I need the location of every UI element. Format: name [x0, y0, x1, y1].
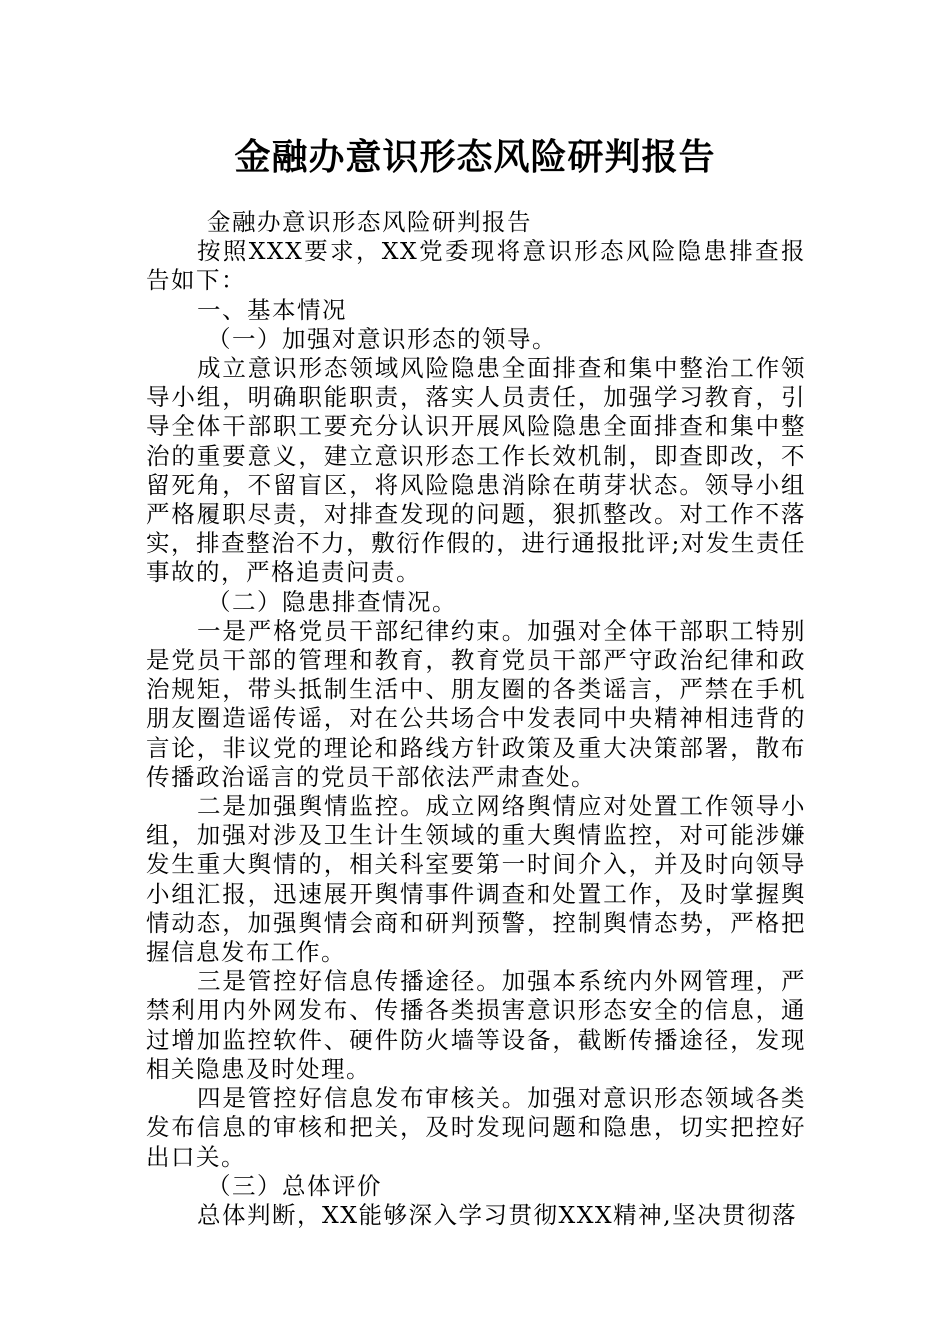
body-paragraph-subtitle: 金融办意识形态风险研判报告	[207, 208, 532, 236]
body-paragraph: 三是管控好信息传播途径。加强本系统内外网管理，严禁利用内外网发布、传播各类损害意识形态安全的信息，通过增加监控软件、硬件防火墙等设备，截断传播途径，发现相关隐患及时处理。	[146, 967, 806, 1083]
body-paragraph: 一是严格党员干部纪律约束。加强对全体干部职工特别是党员干部的管理和教育，教育党员干部严守政治纪律和政治规矩，带头抵制生活中、朋友圈的各类谣言，严禁在手机朋友圈造谣传谣，对在公共场合中发表同中央精神相违背的言论，非议党的理论和路线方针政策及重大决策部署，散布传播政治谣言的党员干部依法严肃查处。	[146, 616, 806, 791]
section-heading: 一、基本情况	[197, 295, 347, 324]
subsection-heading: （一）加强对意识形态的领导。	[207, 324, 557, 353]
body-paragraph: 按照XXX要求，XX党委现将意识形态风险隐患排查报告如下：	[146, 237, 806, 295]
subsection-heading: （二）隐患排查情况。	[207, 587, 457, 616]
body-paragraph: 成立意识形态领域风险隐患全面排查和集中整治工作领导小组，明确职能职责，落实人员责任，加强学习教育，引导全体干部职工要充分认识开展风险隐患全面排查和集中整治的重要意义，建立意识形态工作长效机制，即查即改，不留死角，不留盲区，将风险隐患消除在萌芽状态。领导小组严格履职尽责，对排查发现的问题，狠抓整改。对工作不落实，排查整治不力，敷衍作假的，进行通报批评;对发生责任事故的，严格追责问责。	[146, 354, 806, 587]
body-paragraph: 四是管控好信息发布审核关。加强对意识形态领域各类发布信息的审核和把关，及时发现问题和隐患，切实把控好出口关。	[146, 1084, 806, 1171]
body-paragraph: 二是加强舆情监控。成立网络舆情应对处置工作领导小组，加强对涉及卫生计生领域的重大舆情监控，对可能涉嫌发生重大舆情的，相关科室要第一时间介入，并及时向领导小组汇报，迅速展开舆情事件调查和处置工作，及时掌握舆情动态，加强舆情会商和研判预警，控制舆情态势，严格把握信息发布工作。	[146, 792, 806, 967]
subsection-heading: （三）总体评价	[207, 1171, 382, 1200]
document-body	[146, 208, 806, 1230]
document-title: 金融办意识形态风险研判报告	[234, 136, 716, 178]
body-paragraph: 总体判断，XX能够深入学习贯彻XXX精神,坚决贯彻落	[197, 1200, 798, 1229]
